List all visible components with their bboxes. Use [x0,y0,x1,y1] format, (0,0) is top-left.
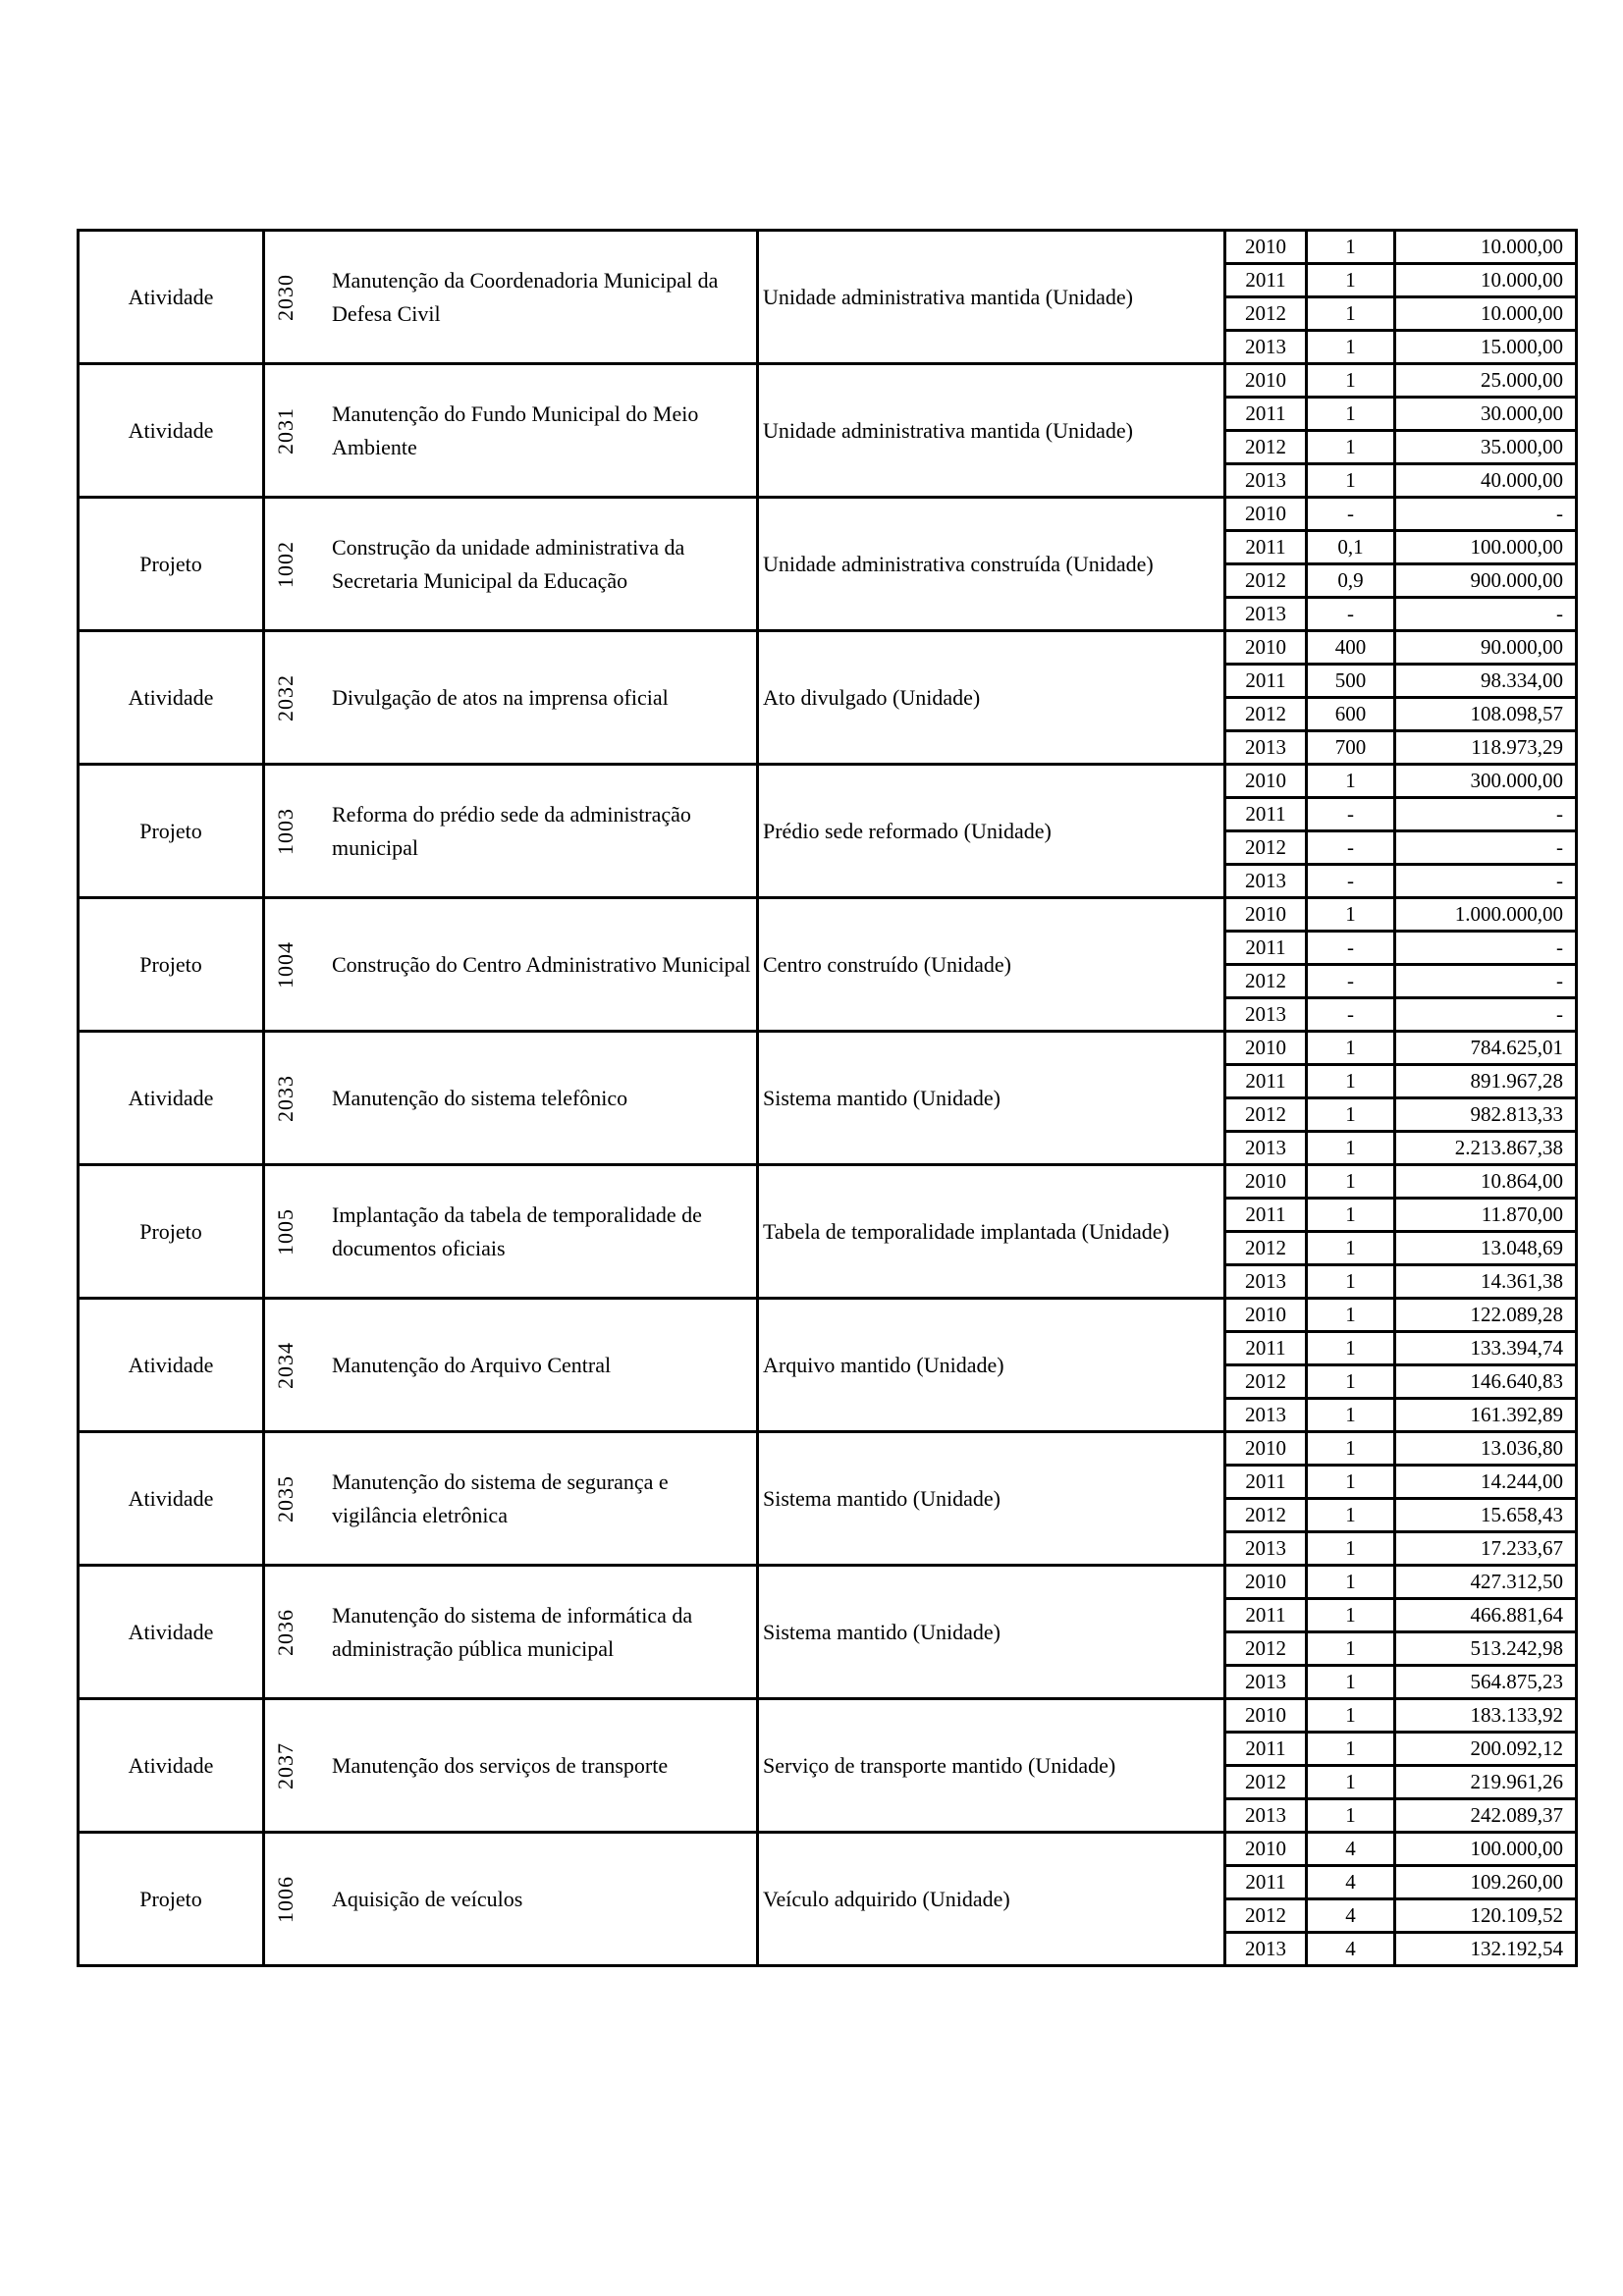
value-cell: 133.394,74 [1395,1332,1577,1365]
year-cell: 2012 [1225,965,1307,998]
quantity-cell: 1 [1307,1299,1395,1332]
quantity-cell: 1 [1307,431,1395,464]
quantity-cell: 1 [1307,1666,1395,1699]
product-cell [758,898,1225,1032]
value-cell: 10.000,00 [1395,231,1577,264]
product-description: Serviço de transporte mantido (Unidade) [763,1752,1116,1778]
action-description: Aquisição de veículos [332,1886,523,1911]
year-cell: 2010 [1225,765,1307,798]
year-cell: 2013 [1225,731,1307,765]
year-cell: 2013 [1225,331,1307,364]
year-cell: 2012 [1225,297,1307,331]
program-type: Projeto [139,1886,202,1911]
program-type-cell [79,1432,264,1566]
quantity-cell: 4 [1307,1833,1395,1866]
year-cell: 2012 [1225,1766,1307,1799]
product-description: Unidade administrativa mantida (Unidade) [763,284,1133,309]
value-cell: 100.000,00 [1395,1833,1577,1866]
action-code: 2034 [273,1341,298,1389]
value-cell: 242.089,37 [1395,1799,1577,1833]
year-cell: 2011 [1225,264,1307,297]
program-type: Atividade [128,417,214,443]
year-cell: 2010 [1225,364,1307,398]
quantity-cell: 1 [1307,1532,1395,1566]
product-cell [758,1566,1225,1699]
quantity-cell: 1 [1307,1699,1395,1733]
table-row [79,1833,1577,1866]
value-cell: 108.098,57 [1395,698,1577,731]
program-type: Projeto [139,1218,202,1244]
value-cell: 183.133,92 [1395,1699,1577,1733]
action-cell [264,631,758,765]
year-cell: 2013 [1225,865,1307,898]
action-description: Manutenção do sistema de segurança e vigilância eletrônica [332,1468,669,1527]
quantity-cell: 1 [1307,464,1395,498]
table-row [79,631,1577,665]
quantity-cell: 1 [1307,1499,1395,1532]
program-type-cell [79,364,264,498]
program-type-cell [79,631,264,765]
quantity-cell: 1 [1307,1098,1395,1132]
value-cell: 13.048,69 [1395,1232,1577,1265]
value-cell: 13.036,80 [1395,1432,1577,1466]
product-cell [758,631,1225,765]
year-cell: 2010 [1225,898,1307,932]
action-code: 1006 [273,1875,298,1923]
quantity-cell: 1 [1307,364,1395,398]
year-cell: 2012 [1225,1232,1307,1265]
action-cell [264,765,758,898]
year-cell: 2013 [1225,1399,1307,1432]
year-cell: 2012 [1225,431,1307,464]
quantity-cell: 1 [1307,1065,1395,1098]
product-cell [758,1699,1225,1833]
year-cell: 2011 [1225,798,1307,831]
program-type-cell [79,1833,264,1966]
value-cell: 122.089,28 [1395,1299,1577,1332]
quantity-cell: 1 [1307,231,1395,264]
action-code: 1005 [273,1207,298,1255]
budget-plan-table [77,229,1578,1967]
product-description: Unidade administrativa construída (Unidade) [763,551,1154,576]
quantity-cell: 1 [1307,1399,1395,1432]
action-description: Divulgação de atos na imprensa oficial [332,684,669,710]
quantity-cell: 400 [1307,631,1395,665]
quantity-cell: - [1307,998,1395,1032]
value-cell: 300.000,00 [1395,765,1577,798]
table-row [79,1699,1577,1733]
value-cell: 982.813,33 [1395,1098,1577,1132]
quantity-cell: 1 [1307,1199,1395,1232]
year-cell: 2012 [1225,1365,1307,1399]
action-cell [264,231,758,364]
action-code: 2036 [273,1608,298,1656]
value-cell: 132.192,54 [1395,1933,1577,1966]
value-cell: 120.109,52 [1395,1899,1577,1933]
value-cell: - [1395,798,1577,831]
program-type-cell [79,1566,264,1699]
quantity-cell: 1 [1307,1332,1395,1365]
program-type: Atividade [128,684,214,710]
quantity-cell: 1 [1307,898,1395,932]
year-cell: 2013 [1225,1933,1307,1966]
year-cell: 2013 [1225,1666,1307,1699]
action-code: 1004 [273,940,298,988]
table-row [79,1165,1577,1199]
value-cell: 15.658,43 [1395,1499,1577,1532]
product-description: Sistema mantido (Unidade) [763,1619,1001,1644]
product-description: Veículo adquirido (Unidade) [763,1886,1010,1911]
action-code: 2035 [273,1474,298,1522]
value-cell: - [1395,865,1577,898]
quantity-cell: - [1307,965,1395,998]
action-description: Manutenção da Coordenadoria Municipal da Defesa Civil [332,267,719,326]
year-cell: 2011 [1225,398,1307,431]
action-cell [264,1833,758,1966]
value-cell: 900.000,00 [1395,564,1577,598]
quantity-cell: 4 [1307,1933,1395,1966]
quantity-cell: - [1307,865,1395,898]
program-type-cell [79,1165,264,1299]
quantity-cell: 1 [1307,1632,1395,1666]
action-cell [264,1566,758,1699]
action-cell [264,498,758,631]
table-row [79,364,1577,398]
quantity-cell: 1 [1307,1466,1395,1499]
year-cell: 2013 [1225,1532,1307,1566]
product-cell [758,1432,1225,1566]
quantity-cell: 1 [1307,1032,1395,1065]
product-description: Prédio sede reformado (Unidade) [763,818,1052,843]
action-code: 2030 [273,273,298,321]
year-cell: 2012 [1225,698,1307,731]
year-cell: 2013 [1225,1265,1307,1299]
year-cell: 2012 [1225,1632,1307,1666]
action-code: 2037 [273,1741,298,1789]
program-type-cell [79,498,264,631]
value-cell: 100.000,00 [1395,531,1577,564]
value-cell: 466.881,64 [1395,1599,1577,1632]
quantity-cell: 1 [1307,331,1395,364]
action-description: Construção da unidade administrativa da Secretaria Municipal da Educação [332,534,685,593]
quantity-cell: - [1307,598,1395,631]
quantity-cell: 1 [1307,1132,1395,1165]
action-code: 1002 [273,540,298,588]
quantity-cell: 1 [1307,1733,1395,1766]
table-row [79,1299,1577,1332]
product-description: Tabela de temporalidade implantada (Unidade) [763,1218,1169,1244]
action-code: 2031 [273,406,298,454]
year-cell: 2012 [1225,831,1307,865]
product-description: Sistema mantido (Unidade) [763,1085,1001,1110]
action-description: Manutenção do Arquivo Central [332,1352,612,1377]
quantity-cell: 1 [1307,398,1395,431]
action-cell [264,1032,758,1165]
quantity-cell: 0,1 [1307,531,1395,564]
action-description: Manutenção do Fundo Municipal do Meio Ambiente [332,400,699,459]
value-cell: 40.000,00 [1395,464,1577,498]
product-cell [758,231,1225,364]
quantity-cell: 500 [1307,665,1395,698]
quantity-cell: 0,9 [1307,564,1395,598]
product-description: Unidade administrativa mantida (Unidade) [763,417,1133,443]
value-cell: 109.260,00 [1395,1866,1577,1899]
value-cell: - [1395,598,1577,631]
product-cell [758,498,1225,631]
year-cell: 2010 [1225,631,1307,665]
quantity-cell: 1 [1307,264,1395,297]
year-cell: 2010 [1225,1566,1307,1599]
quantity-cell: 1 [1307,1165,1395,1199]
program-type: Atividade [128,1352,214,1377]
quantity-cell: 700 [1307,731,1395,765]
value-cell: 564.875,23 [1395,1666,1577,1699]
quantity-cell: 1 [1307,1566,1395,1599]
action-description: Manutenção do sistema de informática da administração pública municipal [332,1602,693,1661]
year-cell: 2012 [1225,1499,1307,1532]
value-cell: 219.961,26 [1395,1766,1577,1799]
action-cell [264,364,758,498]
table-row [79,231,1577,264]
year-cell: 2013 [1225,1132,1307,1165]
quantity-cell: 600 [1307,698,1395,731]
action-code: 1003 [273,807,298,855]
quantity-cell: - [1307,831,1395,865]
quantity-cell: 1 [1307,1432,1395,1466]
value-cell: 784.625,01 [1395,1032,1577,1065]
value-cell: 17.233,67 [1395,1532,1577,1566]
program-type-cell [79,898,264,1032]
quantity-cell: 1 [1307,765,1395,798]
year-cell: 2010 [1225,1833,1307,1866]
action-description: Manutenção do sistema telefônico [332,1085,628,1110]
action-description: Manutenção dos serviços de transporte [332,1752,669,1778]
value-cell: 14.244,00 [1395,1466,1577,1499]
program-type: Atividade [128,1752,214,1778]
value-cell: - [1395,998,1577,1032]
year-cell: 2010 [1225,498,1307,531]
year-cell: 2012 [1225,1098,1307,1132]
program-type: Projeto [139,818,202,843]
year-cell: 2013 [1225,998,1307,1032]
table-row [79,1432,1577,1466]
table-row [79,498,1577,531]
value-cell: 10.000,00 [1395,297,1577,331]
action-description: Reforma do prédio sede da administração municipal [332,801,691,860]
quantity-cell: - [1307,498,1395,531]
year-cell: 2011 [1225,1466,1307,1499]
value-cell: 118.973,29 [1395,731,1577,765]
value-cell: 146.640,83 [1395,1365,1577,1399]
program-type-cell [79,765,264,898]
year-cell: 2010 [1225,1432,1307,1466]
product-description: Ato divulgado (Unidade) [763,684,981,710]
table-row [79,765,1577,798]
quantity-cell: 1 [1307,1599,1395,1632]
year-cell: 2011 [1225,1199,1307,1232]
year-cell: 2011 [1225,1065,1307,1098]
action-code: 2032 [273,673,298,721]
quantity-cell: 4 [1307,1899,1395,1933]
table-row [79,898,1577,932]
product-description: Sistema mantido (Unidade) [763,1485,1001,1511]
value-cell: - [1395,498,1577,531]
action-cell [264,1432,758,1566]
value-cell: - [1395,932,1577,965]
quantity-cell: - [1307,798,1395,831]
action-code: 2033 [273,1074,298,1122]
program-type: Projeto [139,951,202,977]
value-cell: 10.864,00 [1395,1165,1577,1199]
program-type-cell [79,231,264,364]
program-type: Atividade [128,284,214,309]
action-cell [264,1299,758,1432]
year-cell: 2012 [1225,564,1307,598]
program-type: Atividade [128,1085,214,1110]
year-cell: 2010 [1225,1165,1307,1199]
product-cell [758,1299,1225,1432]
year-cell: 2011 [1225,665,1307,698]
value-cell: 161.392,89 [1395,1399,1577,1432]
year-cell: 2011 [1225,1733,1307,1766]
quantity-cell: 1 [1307,1365,1395,1399]
value-cell: 25.000,00 [1395,364,1577,398]
action-description: Implantação da tabela de temporalidade de documentos oficiais [332,1201,702,1260]
value-cell: 11.870,00 [1395,1199,1577,1232]
product-cell [758,765,1225,898]
year-cell: 2011 [1225,932,1307,965]
quantity-cell: 1 [1307,1265,1395,1299]
product-cell [758,1032,1225,1165]
value-cell: 427.312,50 [1395,1566,1577,1599]
program-type-cell [79,1299,264,1432]
quantity-cell: 1 [1307,1232,1395,1265]
value-cell: 2.213.867,38 [1395,1132,1577,1165]
year-cell: 2013 [1225,598,1307,631]
year-cell: 2011 [1225,1332,1307,1365]
product-cell [758,364,1225,498]
action-cell [264,1165,758,1299]
program-type: Atividade [128,1619,214,1644]
year-cell: 2011 [1225,1866,1307,1899]
value-cell: 35.000,00 [1395,431,1577,464]
product-description: Centro construído (Unidade) [763,951,1011,977]
value-cell: 90.000,00 [1395,631,1577,665]
year-cell: 2010 [1225,231,1307,264]
value-cell: 15.000,00 [1395,331,1577,364]
year-cell: 2010 [1225,1699,1307,1733]
table-row [79,1566,1577,1599]
action-cell [264,898,758,1032]
value-cell: - [1395,965,1577,998]
year-cell: 2011 [1225,1599,1307,1632]
quantity-cell: - [1307,932,1395,965]
quantity-cell: 1 [1307,1766,1395,1799]
value-cell: 513.242,98 [1395,1632,1577,1666]
budget-plan-table-body [79,231,1577,1966]
value-cell: 30.000,00 [1395,398,1577,431]
value-cell: 891.967,28 [1395,1065,1577,1098]
program-type: Projeto [139,551,202,576]
product-description: Arquivo mantido (Unidade) [763,1352,1004,1377]
program-type-cell [79,1699,264,1833]
year-cell: 2012 [1225,1899,1307,1933]
action-cell [264,1699,758,1833]
year-cell: 2010 [1225,1299,1307,1332]
table-row [79,1032,1577,1065]
quantity-cell: 1 [1307,297,1395,331]
quantity-cell: 4 [1307,1866,1395,1899]
product-cell [758,1165,1225,1299]
value-cell: - [1395,831,1577,865]
value-cell: 98.334,00 [1395,665,1577,698]
quantity-cell: 1 [1307,1799,1395,1833]
year-cell: 2013 [1225,464,1307,498]
value-cell: 14.361,38 [1395,1265,1577,1299]
program-type: Atividade [128,1485,214,1511]
value-cell: 200.092,12 [1395,1733,1577,1766]
action-description: Construção do Centro Administrativo Municipal [332,951,751,977]
value-cell: 10.000,00 [1395,264,1577,297]
product-cell [758,1833,1225,1966]
year-cell: 2013 [1225,1799,1307,1833]
program-type-cell [79,1032,264,1165]
year-cell: 2010 [1225,1032,1307,1065]
value-cell: 1.000.000,00 [1395,898,1577,932]
year-cell: 2011 [1225,531,1307,564]
